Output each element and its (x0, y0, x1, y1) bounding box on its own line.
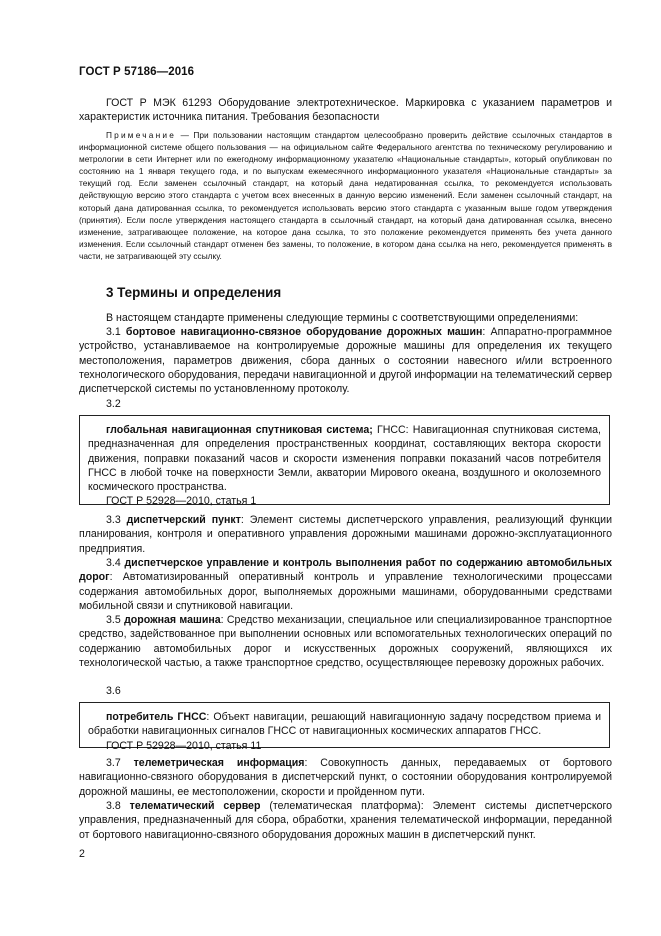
term-number: 3.4 (106, 557, 121, 569)
term-name: бортовое навигационно-связное оборудование дорожных машин (125, 326, 483, 338)
note-label: Примечание (106, 130, 177, 140)
term-3-1 (79, 325, 612, 396)
term-name: телеметрическая информация (133, 757, 305, 769)
term-3-3 (79, 513, 612, 556)
note-block (79, 129, 612, 262)
term-name: диспетчерский пункт (126, 514, 241, 526)
term-definition: : Совокупность данных, передаваемых от бортового навигационно-связного оборудования в диспетчерский пункт, о состоянии оборудования контролируемой дорожной машины, ее местоположении, скорости и пройденном пути. (79, 757, 612, 798)
term-3-4 (79, 556, 612, 613)
term-3-6-box (79, 702, 610, 752)
term-definition: : Элемент системы диспетчерского управления, реализующий функции планирования, контроля и оперативного управления дорожными машинами дорожно-эксплуатационного предприятия. (79, 514, 612, 555)
term-3-2-number: 3.2 (106, 398, 121, 410)
page-number: 2 (79, 848, 85, 860)
term-source: ГОСТ Р 52928—2010, статья 11 (106, 739, 262, 752)
term-definition: : Объект навигации, решающий навигационную задачу посредством приема и обработки навигационных сигналов ГНСС от навигационных космических аппаратов ГНСС. (88, 711, 602, 738)
section-title: 3 Термины и определения (106, 285, 282, 300)
term-3-7 (79, 756, 612, 799)
term-number: 3.7 (106, 757, 121, 769)
term-number: 3.5 (106, 614, 121, 626)
term-3-6-number: 3.6 (106, 685, 121, 697)
term-number: 3.3 (106, 514, 121, 526)
term-3-6 (88, 710, 601, 739)
normative-reference: ГОСТ Р МЭК 61293 Оборудование электротехническое. Маркировка с указанием параметров и характеристик источника питания. Требования безопасности (79, 97, 612, 124)
term-number: 3.8 (106, 800, 121, 812)
note-text: — При пользовании настоящим стандартом целесообразно проверить действие ссылочных стандартов в информационной системе общего пользования — на официальном сайте Федерального агентства по техническому регулированию и метрологии в сети Интернет или по ежегодному информационному указателю «Национальные стандарты», который опубликован по состоянию на 1 января текущего года, и по выпускам ежемесячного информационного указателя «Национальные стандарты» за текущий год. Если заменен ссылочный стандарт, на который дана недатированная ссылка, то рекомендуется использовать действующую версию этого стандарта с учетом всех внесенных в данную версию изменений. Если заменен ссылочный стандарт, на который дана датированная ссылка, то рекомендуется использовать версию этого стандарта с указанным выше годом утверждения (принятия). Если после утверждения настоящего стандарта в ссылочный стандарт, на который дана датированная ссылка, внесено изменение, затрагивающее положение, на которое дана ссылка, то это положение рекомендуется применять без учета данного изменения. Если ссылочный стандарт отменен без замены, то положение, в котором дана ссылка на него, рекомендуется применять в части, не затрагивающей эту ссылку. (79, 130, 612, 261)
term-source: ГОСТ Р 52928—2010, статья 1 (106, 495, 257, 508)
term-3-2-box (79, 415, 610, 508)
term-3-8 (79, 799, 612, 842)
term-3-2 (88, 423, 601, 494)
term-name: дорожная машина (124, 614, 221, 626)
term-name: потребитель ГНСС (106, 711, 207, 723)
term-name: телематический сервер (129, 800, 261, 812)
term-definition: ГНСС: Навигационная спутниковая система, предназначенная для определения пространственных координат, составляющих вектора скорости движения, поправки показаний часов и скорости изменения поправки показаний часов потребителя ГНСС в любой точке на поверхности Земли, акватории Мирового океана, воздушного и околоземного космического пространства. (88, 424, 601, 494)
term-definition: (телематическая платформа): Элемент системы диспетчерского управления, предназначенный для сбора, обработки, хранения телематической информации, переданной от бортового навигационно-связного оборудования дорожных машин в диспетчерский пункт. (79, 800, 612, 841)
section-intro: В настоящем стандарте применены следующие термины с соответствующими определениями: (106, 312, 579, 324)
term-3-5 (79, 613, 612, 670)
term-definition: : Средство механизации, специальное или специализированное транспортное средство, задействованное при выполнении основных или вспомогательных технологических операций по содержанию автомобильных дорог и искусственных дорожных сооружений, являющихся их технологической частью, а также транспортное средство, осуществляющее перевозку дорожных рабочих. (79, 614, 612, 669)
term-name: глобальная навигационная спутниковая система; (106, 424, 373, 436)
document-header: ГОСТ Р 57186—2016 (79, 66, 195, 78)
term-definition: : Аппаратно-программное устройство, устанавливаемое на контролируемые дорожные машины для определения их текущего местоположения, параметров движения, сбора данных о состоянии навесного и/или встроенного технологического оборудования, передачи навигационной и другой информации на телематический сервер диспетчерской системы по установленному протоколу. (79, 326, 612, 396)
term-definition: : Автоматизированный оперативный контроль и управление технологическими процессами содержания автомобильных дорог, выполняемых дорожными машинами, оборудованными средствами мобильной связи и спутниковой навигации. (79, 571, 612, 612)
term-name: диспетчерское управление и контроль выполнения работ по содержанию автомобильных дорог (79, 557, 613, 584)
term-number: 3.1 (106, 326, 121, 338)
